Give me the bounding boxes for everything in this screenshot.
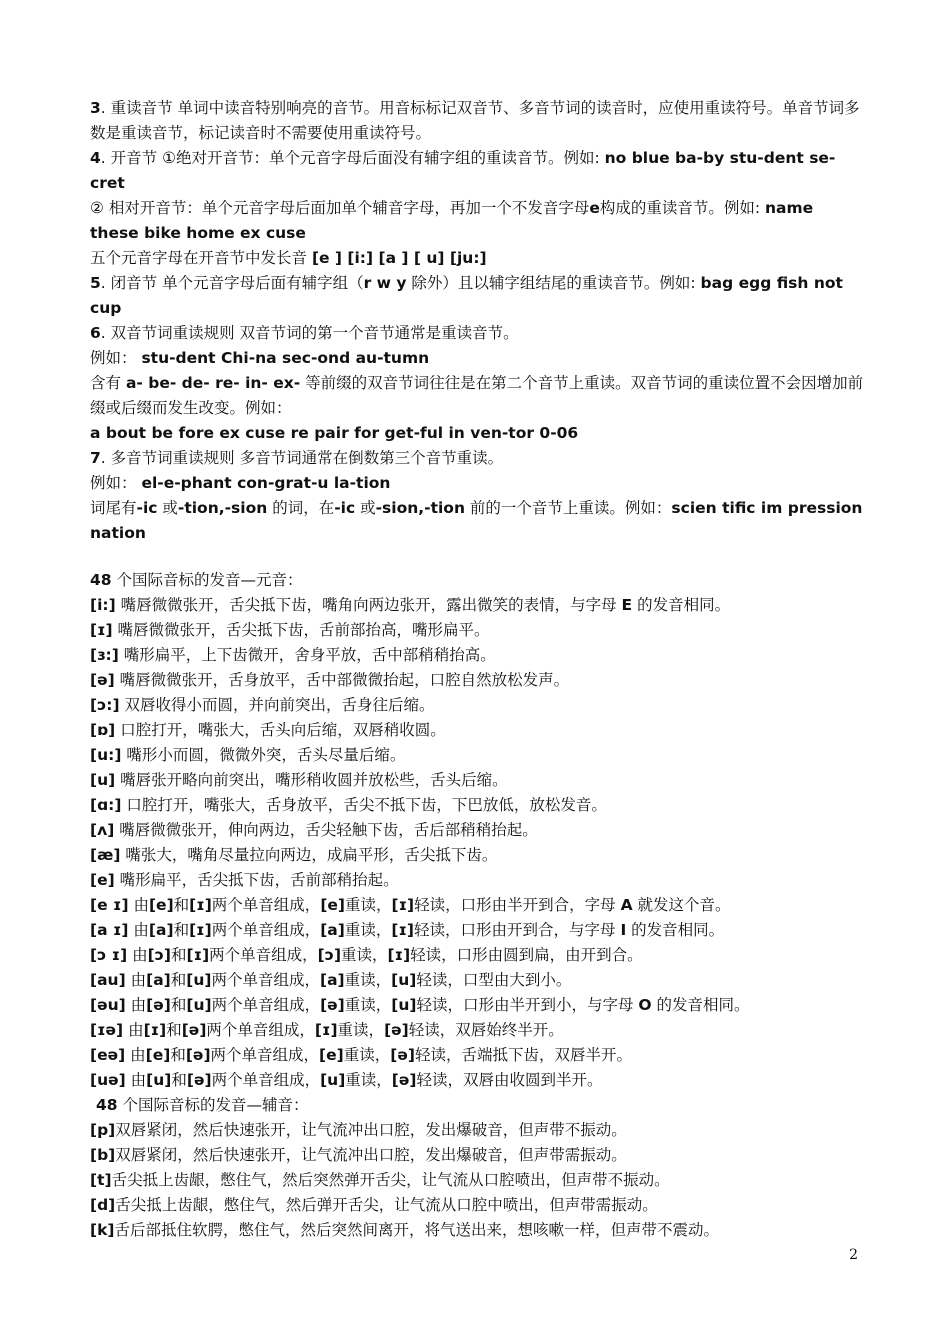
rule-7-example: 例如： el-e-phant con-grat-u la-tion	[90, 474, 391, 492]
diphthong-item: [e ɪ] 由[e]和[ɪ]两个单音组成，[e]重读，[ɪ]轻读，口形由半开到合，字母 A 就发这个音。	[90, 896, 731, 914]
rule-6-prefix: 含有 a- be- de- re- in- ex- 等前缀的双音节词往往是在第二个音节上重读。双音节词的重读位置不会因增加前缀或后缀而发生改变。例如：	[90, 374, 864, 417]
vowel-list	[90, 593, 866, 893]
rule-4-long-vowels: 五个元音字母在开音节中发长音 [e ] [i:] [a ] [ u] [ju:]	[90, 249, 487, 267]
document-body	[90, 96, 866, 1243]
vowel-item: [ɒ] 口腔打开，嘴张大，舌头向后缩，双唇稍收圆。	[90, 721, 446, 739]
vowel-item: [ɜ:] 嘴形扁平，上下齿微开，舍身平放，舌中部稍稍抬高。	[90, 646, 496, 664]
diphthong-item: [ɪə] 由[ɪ]和[ə]两个单音组成，[ɪ]重读，[ə]轻读，双唇始终半开。	[90, 1021, 564, 1039]
rule-4: 4. 开音节 ①绝对开音节：单个元音字母后面没有辅字组的重读音节。例如: no blue ba-by stu-dent se-cret	[90, 149, 836, 192]
consonant-item: [d]舌尖抵上齿龈，憋住气，然后弹开舌尖，让气流从口腔中喷出，但声带需振动。	[90, 1196, 658, 1214]
vowel-item: [i:] 嘴唇微微张开，舌尖抵下齿，嘴角向两边张开，露出微笑的表情，与字母 E 的发音相同。	[90, 596, 731, 614]
consonant-item: [t]舌尖抵上齿龈，憋住气，然后突然弹开舌尖，让气流从口腔喷出，但声带不振动。	[90, 1171, 670, 1189]
vowel-item: [ə] 嘴唇微微张开，舌身放平，舌中部微微抬起，口腔自然放松发声。	[90, 671, 570, 689]
vowels-title: 48 个国际音标的发音—元音：	[90, 571, 303, 589]
consonant-item: [k]舌后部抵住软腭，憋住气，然后突然间离开，将气送出来，想咳嗽一样，但声带不震动。	[90, 1221, 719, 1239]
section-gap	[90, 546, 866, 568]
diphthong-item: [eə] 由[e]和[ə]两个单音组成，[e]重读，[ə]轻读，舌端抵下齿，双唇半开。	[90, 1046, 632, 1064]
consonant-item: [p]双唇紧闭，然后快速张开，让气流冲出口腔，发出爆破音，但声带不振动。	[90, 1121, 627, 1139]
rule-7: 7. 多音节词重读规则 多音节词通常在倒数第三个音节重读。	[90, 449, 504, 467]
vowel-item: [ɑ:] 口腔打开，嘴张大，舌身放平，舌尖不抵下齿，下巴放低，放松发音。	[90, 796, 607, 814]
vowel-item: [æ] 嘴张大，嘴角尽量拉向两边，成扁平形，舌尖抵下齿。	[90, 846, 498, 864]
vowel-item: [u] 嘴唇张开略向前突出，嘴形稍收圆并放松些，舌头后缩。	[90, 771, 508, 789]
diphthong-item: [au] 由[a]和[u]两个单音组成，[a]重读，[u]轻读，口型由大到小。	[90, 971, 572, 989]
rule-6-example: 例如： stu-dent Chi-na sec-ond au-tumn	[90, 349, 430, 367]
vowel-item: [e] 嘴形扁平，舌尖抵下齿，舌前部稍抬起。	[90, 871, 399, 889]
consonant-item: [b]双唇紧闭，然后快速张开，让气流冲出口腔，发出爆破音，但声带需振动。	[90, 1146, 627, 1164]
vowel-item: [u:] 嘴形小而圆，微微外突，舌头尽量后缩。	[90, 746, 406, 764]
rule-3: 3. 重读音节 单词中读音特别响亮的音节。用音标标记双音节、多音节词的读音时，应使用重读符号。单音节词多数是重读音节，标记读音时不需要使用重读符号。	[90, 99, 860, 142]
diphthong-item: [əu] 由[ə]和[u]两个单音组成，[ə]重读，[u]轻读，口形由半开到小，与字母 O 的发音相同。	[90, 996, 750, 1014]
vowel-item: [ɔ:] 双唇收得小而圆，并向前突出，舌身往后缩。	[90, 696, 435, 714]
rule-5: 5. 闭音节 单个元音字母后面有辅字组（r w y 除外）且以辅字组结尾的重读音节。例如: bag egg fish not cup	[90, 274, 843, 317]
diphthong-item: [a ɪ] 由[a]和[ɪ]两个单音组成，[a]重读，[ɪ]轻读，口形由开到合，与字母 I 的发音相同。	[90, 921, 725, 939]
rule-7-suffix: 词尾有-ic 或-tion,-sion 的词，在-ic 或-sion,-tion 前的一个音节上重读。例如：scien tific im pression nation	[90, 499, 863, 542]
rule-6: 6. 双音节词重读规则 双音节词的第一个音节通常是重读音节。	[90, 324, 519, 342]
vowel-item: [ɪ] 嘴唇微微张开，舌尖抵下齿，舌前部抬高，嘴形扁平。	[90, 621, 490, 639]
consonant-list	[90, 1118, 866, 1243]
vowel-item: [ʌ] 嘴唇微微张开，伸向两边，舌尖轻触下齿，舌后部稍稍抬起。	[90, 821, 538, 839]
rule-6-prefix-examples: a bout be fore ex cuse re pair for get-ful in ven-tor 0-06	[90, 424, 579, 442]
diphthong-item: [ɔ ɪ] 由[ɔ]和[ɪ]两个单音组成，[ɔ]重读，[ɪ]轻读，口形由圆到扁，由开到合。	[90, 946, 643, 964]
rule-4-relative-open: ② 相对开音节：单个元音字母后面加单个辅音字母，再加一个不发音字母e构成的重读音节。例如: name these bike home ex cuse	[90, 199, 814, 242]
diphthong-list	[90, 893, 866, 1093]
diphthong-item: [uə] 由[u]和[ə]两个单音组成，[u]重读，[ə]轻读，双唇由收圆到半开。	[90, 1071, 603, 1089]
consonants-title: 48 个国际音标的发音—辅音：	[96, 1096, 309, 1114]
page-number: 2	[849, 1247, 858, 1263]
